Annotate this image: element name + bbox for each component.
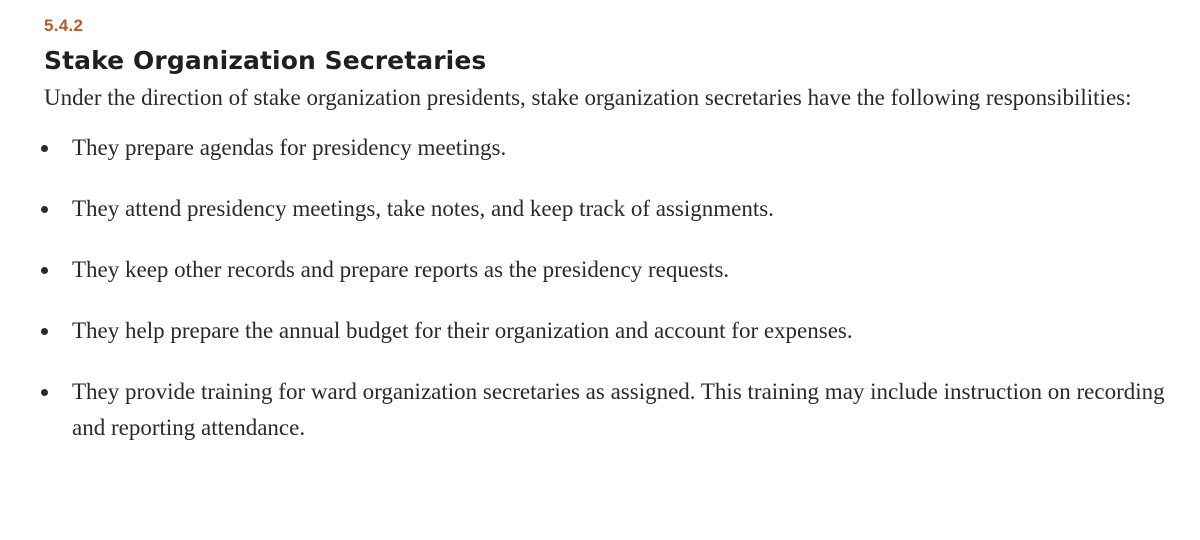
- list-item-text: They attend presidency meetings, take notes, and keep track of assignments.: [72, 196, 774, 221]
- list-item-text: They prepare agendas for presidency meetings.: [72, 135, 507, 160]
- list-item: [44, 252, 1174, 288]
- document-section: [44, 14, 1174, 471]
- list-item-text: They provide training for ward organization secretaries as assigned. This training may include instruction on recording and reporting attendance.: [72, 379, 1165, 440]
- section-title: Stake Organization Secretaries: [44, 46, 487, 75]
- bullet-icon: [41, 206, 48, 213]
- list-item: [44, 130, 1174, 166]
- list-item: [44, 191, 1174, 227]
- bullet-icon: [41, 267, 48, 274]
- section-number: 5.4.2: [44, 16, 84, 35]
- list-item: [44, 374, 1174, 446]
- intro-paragraph: Under the direction of stake organization presidents, stake organization secretaries have the following responsibilities:: [44, 85, 1132, 110]
- list-item-text: They help prepare the annual budget for their organization and account for expenses.: [72, 318, 853, 343]
- list-item-text: They keep other records and prepare reports as the presidency requests.: [72, 257, 730, 282]
- list-item: [44, 313, 1174, 349]
- bullet-icon: [41, 389, 48, 396]
- bullet-icon: [41, 328, 48, 335]
- bullet-icon: [41, 145, 48, 152]
- responsibilities-list: [44, 130, 1174, 446]
